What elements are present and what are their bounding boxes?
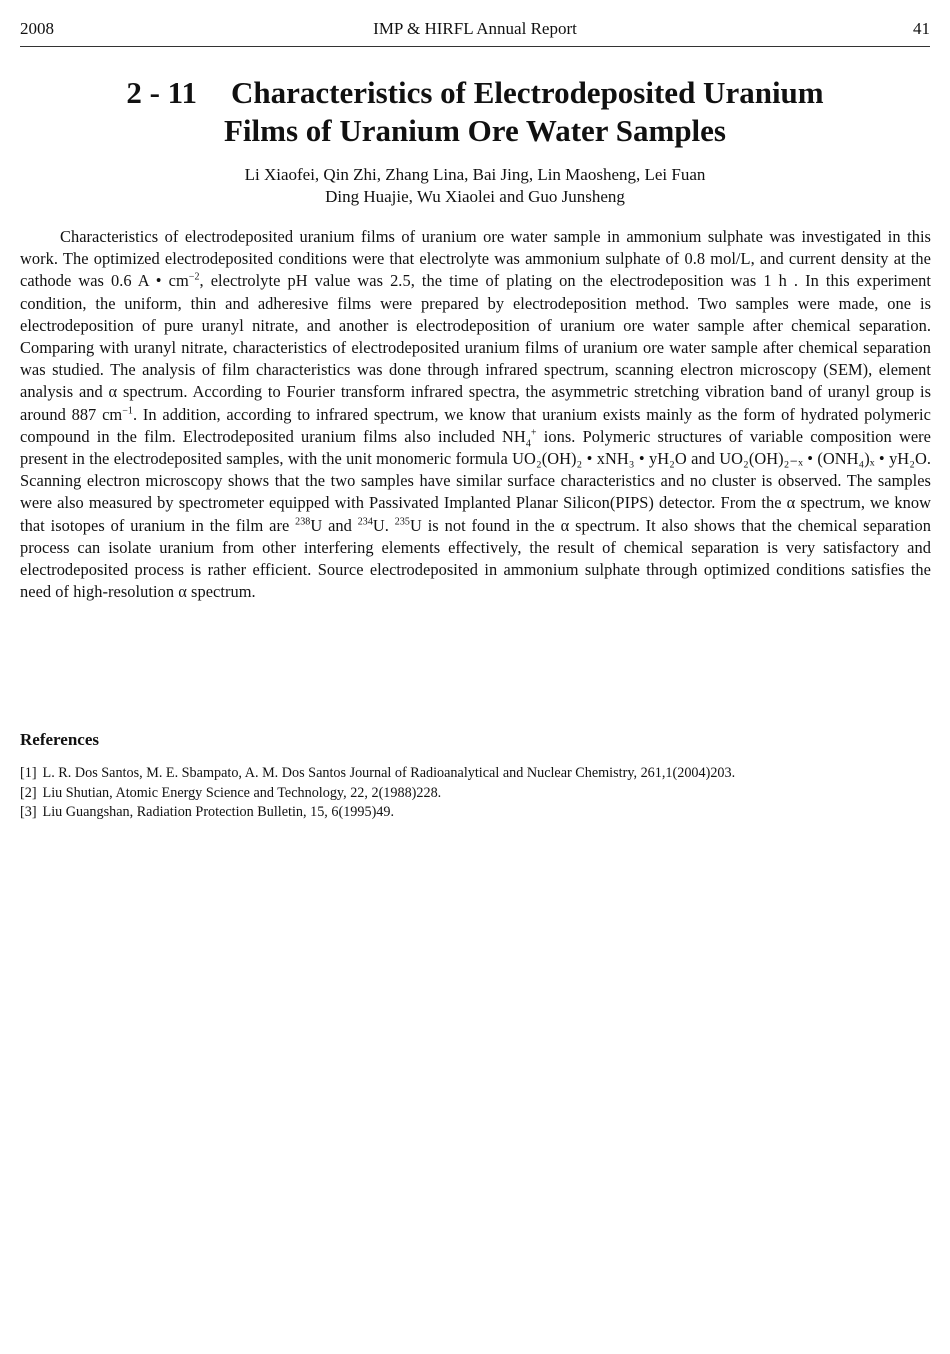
reference-number: [3]	[20, 804, 37, 820]
abstract-text: Characteristics of electrodeposited uranium films of uranium ore water sample in ammonium sulphate was investigated in this work. The optimized electrodeposited conditions were that electrolyte was ammonium sulphate of 0.8 mol/L, and current density at the cathode was 0.6 A • cm	[20, 227, 931, 291]
title-text-1: Characteristics of Electrodeposited Uranium	[230, 75, 824, 110]
superscript: +	[530, 427, 537, 439]
abstract-text: . In addition, according to infrared spectrum, we know that uranium exists mainly as the form of hydrated polymeric compound in the film. Electrodeposited uranium films also included NH	[20, 404, 931, 446]
reference-item	[20, 803, 735, 823]
isotope-mass: 238	[295, 516, 311, 528]
subscript: 4	[525, 438, 531, 450]
reference-text: Liu Shutian, Atomic Energy Science and Technology, 22, 2(1988)228.	[42, 784, 442, 801]
isotope-mass: 235	[394, 516, 410, 528]
superscript: −2	[188, 271, 200, 283]
abstract-text: . Scanning electron microscopy shows that the two samples have similar surface characteristics and no cluster is observed. The samples were also measured by spectrometer equipped with Passivated Implanted Planar Silicon(PIPS) detector. From the α spectrum, we know that isotopes of uranium in the film are	[20, 449, 932, 535]
header-rule	[20, 46, 930, 47]
abstract-text: U.	[372, 515, 395, 535]
reference-text: Liu Guangshan, Radiation Protection Bulletin, 15, 6(1995)49.	[42, 804, 395, 820]
reference-item	[20, 764, 735, 784]
header-page-number: 41	[913, 19, 930, 38]
chemical-formula: UO₂(OH)₂₋ₓ • (ONH₄)ₓ • yH₂O	[719, 449, 927, 469]
references-heading: References	[20, 730, 99, 749]
header-journal: IMP & HIRFL Annual Report	[373, 19, 577, 38]
authors-line-1: Li Xiaofei, Qin Zhi, Zhang Lina, Bai Jing, Lin Maosheng, Lei Fuan	[244, 165, 706, 184]
running-header	[20, 16, 930, 42]
chemical-formula: UO₂(OH)₂ • xNH₃ • yH₂O	[512, 449, 687, 469]
reference-number: [2]	[20, 784, 37, 801]
abstract-text: and	[686, 449, 720, 469]
reference-item	[20, 784, 735, 804]
article-number: 2 - 11	[126, 75, 197, 110]
isotope-mass: 234	[357, 516, 373, 528]
abstract-text: , electrolyte pH value was 2.5, the time of plating on the electrodeposition was 1 h . In this experiment condition, the uniform, thin and adheresive films were prepared by electrodeposition method. Two samples were made, one is electrodeposition of pure uranyl nitrate, and another is electrodeposition of uranium ore water sample after chemical separation. Comparing with uranyl nitrate, characteristics of electrodeposited uranium films of uranium ore water sample after chemical separation was studied. The analysis of film characteristics was done through infrared spectrum, scanning electron microscopy (SEM), element analysis and α spectrum. According to Fourier transform infrared spectra, the asymmetric stretching vibration band of uranyl group is around 887 cm	[20, 271, 931, 424]
header-year: 2008	[20, 19, 54, 38]
reference-text: L. R. Dos Santos, M. E. Sbampato, A. M. Dos Santos Journal of Radioanalytical and Nuclear Chemistry, 261,1(2004)203.	[42, 765, 736, 781]
references-list	[20, 764, 735, 823]
abstract-text: U and	[310, 515, 358, 535]
article-title	[0, 74, 950, 150]
authors-line-2: Ding Huajie, Wu Xiaolei and Guo Junsheng	[325, 187, 625, 206]
abstract	[20, 226, 931, 603]
abstract-text: ions. Polymeric structures of variable composition were present in the electrodeposited samples, with the unit monomeric formula	[20, 426, 931, 469]
title-line-1	[0, 74, 950, 112]
reference-number: [1]	[20, 765, 37, 781]
superscript: −1	[122, 405, 133, 417]
abstract-text: U is not found in the α spectrum. It also shows that the chemical separation process can isolate uranium from other interfering elements effectively, the result of chemical separation is very satisfactory and electrodeposited process is rather efficient. Source electrodeposited in ammonium sulphate through optimized conditions satisfies the need of high-resolution α spectrum.	[20, 515, 932, 602]
authors	[0, 164, 950, 208]
title-line-2: Films of Uranium Ore Water Samples	[223, 113, 726, 148]
